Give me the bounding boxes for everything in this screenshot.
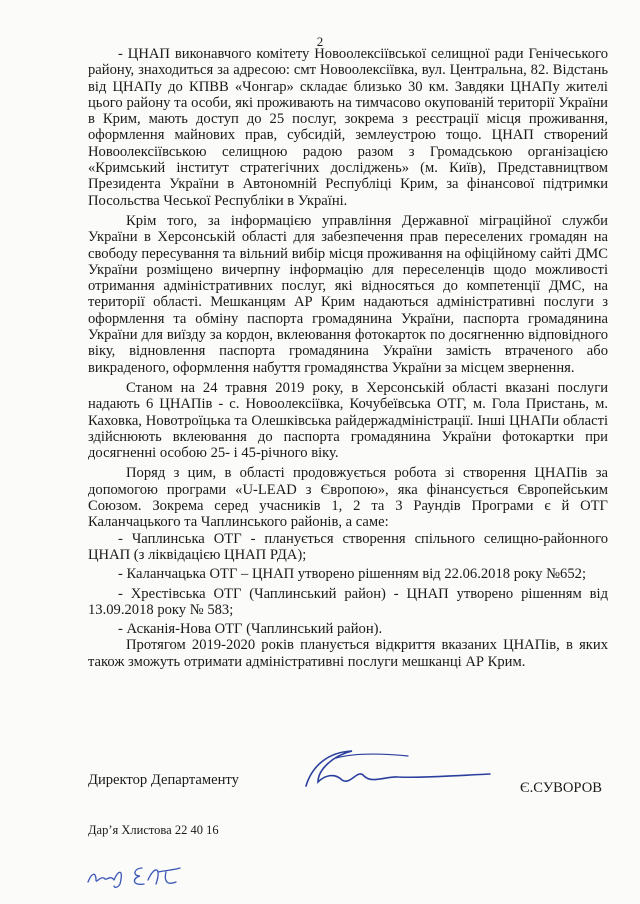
- signatory-name: Є.СУВОРОВ: [520, 780, 602, 796]
- list-item-chaplynska: - Чаплинська ОТГ - планується створення спільного селищно-районного ЦНАП (з ліквідацією ЦНАП РДА);: [88, 530, 608, 563]
- executor-contact: Дар’я Хлистова 22 40 16: [88, 823, 219, 837]
- paragraph-plans: Протягом 2019-2020 років планується відкриття вказаних ЦНАПів, в яких також зможуть отримати адміністративні послуги мешканці АР Крим.: [88, 637, 608, 670]
- paragraph-cnap-count: Станом на 24 травня 2019 року, в Херсонській області вказані послуги надають 6 ЦНАПів - с. Новоолексіївка, Кочубеївська ОТГ, м. Гола Пристань, м. Каховка, Новотроїцька та Олешківська райдержадміністрації. Інші ЦНАПи області здійснюють вклеювання до паспорта громадянина України фотокартки при досягненні особою 25- і 45-річного віку.: [88, 379, 608, 462]
- signatory-title: Директор Департаменту: [88, 772, 239, 788]
- list-item-kalanchatska: - Каланчацька ОТГ – ЦНАП утворено рішенням від 22.06.2018 року №652;: [118, 566, 586, 583]
- signature-block: [88, 772, 608, 796]
- handwritten-note: [84, 858, 194, 892]
- handwritten-signature: [298, 746, 498, 798]
- paragraph-u-lead: Поряд з цим, в області продовжується робота зі створення ЦНАПів за допомогою програми «U-LEAD з Європою», яка фінансується Європейським Союзом. Зокрема серед учасників 1, 2 та 3 Раундів Програми є й ОТГ Каланчацького та Чаплинського районів, а саме:: [88, 465, 608, 531]
- paragraph-dms-info: Крім того, за інформацією управління Державної міграційної служби України в Херсонській області для забезпечення прав переселених громадян на свободу пересування та вільний вибір місця проживання на офіційному сайті ДМС України розміщено вичерпну інформацію для переселенців щодо можливості отримання адміністративних послуг, які відносяться до компетенції ДМС, на території області. Мешканцям АР Крим надаються адміністративні послуги з оформлення та обміну паспорта громадянина України, паспорта громадянина України для виїзду за кордон, вклеювання фотокарток по досягненню відповідного віку, відновлення паспорта громадянина України замість втраченого або викраденого, оформлення набуття громадянства України за місцем звернення.: [88, 212, 608, 376]
- paragraph-novooleksiivka-cnap: - ЦНАП виконавчого комітету Новоолексіївської селищної ради Генічеського району, знаходиться за адресою: смт Новоолексіївка, вул. Центральна, 82. Відстань від ЦНАПу до КПВВ «Чонгар» складає близько 30 км. Завдяки ЦНАПу жителі цього району та особи, які проживають на тимчасово окупованій території України в Крим, мають доступ до 25 послуг, зокрема з реєстрації місця проживання, оформлення майнових прав, субсидій, землеустрою тощо. ЦНАП створений Новоолексіївською селищною радою разом з Громадською організацією «Кримський інститут стратегічних досліджень» (м. Київ), Представництвом Президента України в Автономній Республіці Крим, за фінансової підтримки Посольства Чеської Республіки в Україні.: [88, 46, 608, 209]
- list-item-askania-nova: - Асканія-Нова ОТГ (Чаплинський район).: [118, 621, 383, 638]
- letter-body: [88, 46, 608, 670]
- list-item-khrestivska: - Хрестівська ОТГ (Чаплинський район) - ЦНАП утворено рішенням від 13.09.2018 року № 583;: [88, 585, 608, 618]
- page-number: 2: [316, 34, 324, 49]
